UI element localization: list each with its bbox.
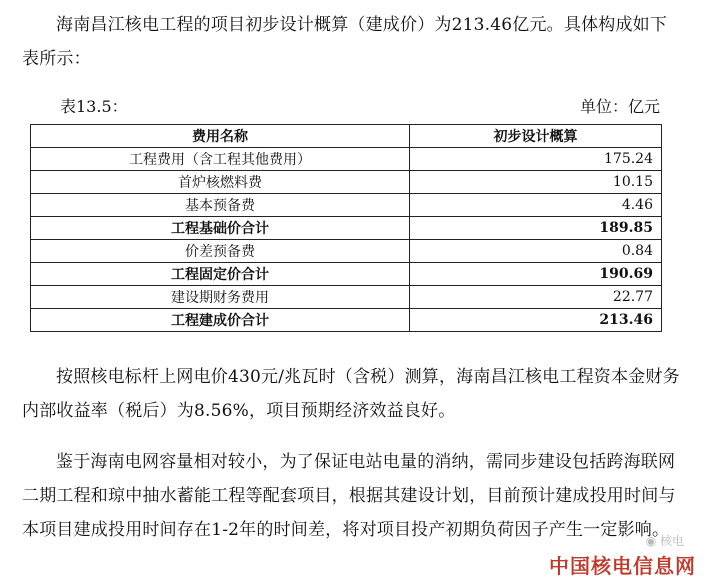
- row-cost-name: 工程基础价合计: [31, 217, 410, 240]
- row-cost-value: 190.69: [410, 263, 662, 286]
- table-row: [31, 263, 662, 286]
- table-row: [31, 194, 662, 217]
- table-unit: 单位：亿元: [579, 97, 660, 116]
- header-cost-name: 费用名称: [31, 125, 410, 148]
- row-cost-value: 175.24: [410, 148, 662, 171]
- table-row: [31, 171, 662, 194]
- table-row: [31, 148, 662, 171]
- row-cost-value: 4.46: [410, 194, 662, 217]
- table-row: [31, 309, 662, 332]
- row-cost-name: 首炉核燃料费: [31, 171, 410, 194]
- table-row: [31, 286, 662, 309]
- row-cost-name: 建设期财务费用: [31, 286, 410, 309]
- table-header-row: [31, 125, 662, 148]
- row-cost-value: 22.77: [410, 286, 662, 309]
- irr-paragraph: 按照核电标杆上网电价430元/兆瓦时（含税）测算，海南昌江核电工程资本金财务内部收益率（税后）为8.56%，项目预期经济效益良好。: [22, 367, 680, 421]
- row-cost-value: 213.46: [410, 309, 662, 332]
- grid-paragraph: 鉴于海南电网容量相对较小，为了保证电站电量的消纳，需同步建设包括跨海联网二期工程和琼中抽水蓄能工程等配套项目，根据其建设计划，目前预计建成投用时间与本项目建成投用时间存在1-2年的时间差，将对项目投产初期负荷因子产生一定影响。: [22, 452, 676, 540]
- row-cost-value: 10.15: [410, 171, 662, 194]
- table-caption: 表13.5：: [60, 97, 128, 116]
- table-caption-row: [60, 94, 660, 117]
- table-row: [31, 240, 662, 263]
- header-estimate: 初步设计概算: [410, 125, 662, 148]
- site-watermark: 中国核电信息网: [549, 554, 696, 578]
- table-row: [31, 217, 662, 240]
- row-cost-name: 基本预备费: [31, 194, 410, 217]
- row-cost-name: 工程费用（含工程其他费用）: [31, 148, 410, 171]
- row-cost-name: 工程建成价合计: [31, 309, 410, 332]
- watermark-logo: ◉ 核电: [645, 534, 684, 548]
- intro-paragraph: 海南昌江核电工程的项目初步设计概算（建成价）为213.46亿元。具体构成如下表所示：: [22, 15, 668, 69]
- row-cost-name: 工程固定价合计: [31, 263, 410, 286]
- cost-table-body: [31, 148, 662, 332]
- cost-table: [30, 124, 662, 332]
- row-cost-name: 价差预备费: [31, 240, 410, 263]
- row-cost-value: 0.84: [410, 240, 662, 263]
- row-cost-value: 189.85: [410, 217, 662, 240]
